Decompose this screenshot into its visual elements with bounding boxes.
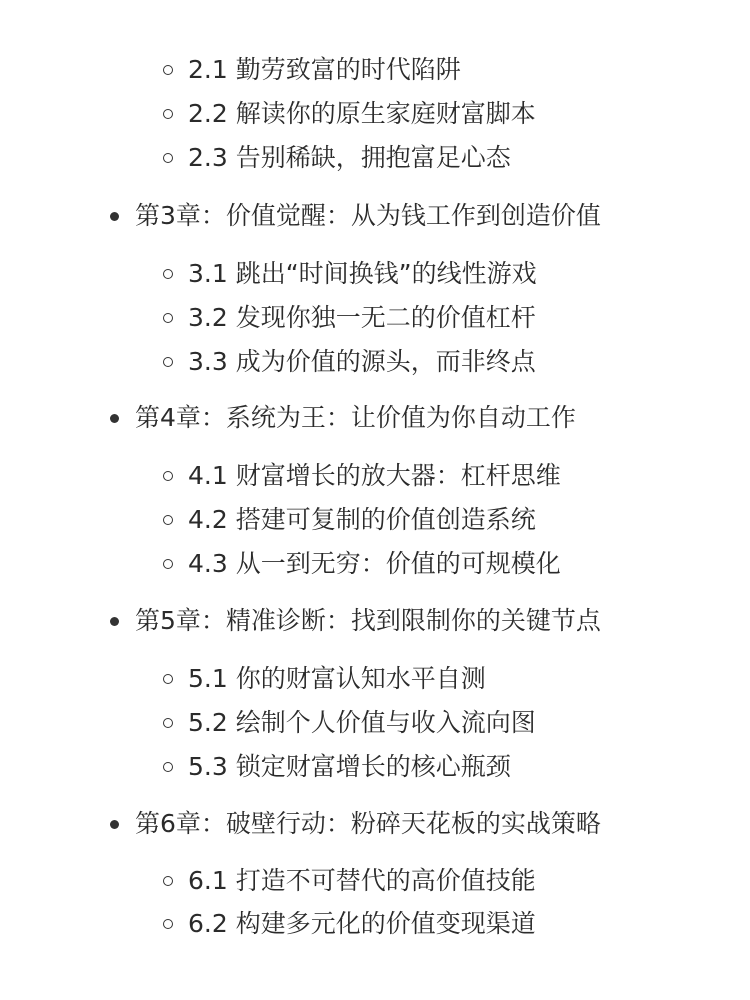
- toc-section-text: 3.1 跳出“时间换钱”的线性游戏: [188, 259, 537, 288]
- toc-section-text: 4.1 财富增长的放大器：杠杆思维: [188, 461, 561, 490]
- toc-chapter-item: [135, 196, 601, 236]
- hollow-circle-bullet-icon: [163, 559, 173, 569]
- hollow-circle-bullet-icon: [163, 65, 173, 75]
- hollow-circle-bullet-icon: [163, 762, 173, 772]
- filled-dot-bullet-icon: [110, 820, 119, 829]
- filled-dot-bullet-icon: [110, 414, 119, 423]
- toc-section-item: [188, 703, 536, 743]
- toc-section-text: 5.2 绘制个人价值与收入流向图: [188, 708, 536, 737]
- toc-chapter-item: [135, 398, 576, 438]
- toc-section-text: 2.3 告别稀缺，拥抱富足心态: [188, 143, 511, 172]
- toc-section-item: [188, 861, 536, 901]
- hollow-circle-bullet-icon: [163, 109, 173, 119]
- toc-section-text: 6.2 构建多元化的价值变现渠道: [188, 909, 536, 938]
- toc-section-text: 2.1 勤劳致富的时代陷阱: [188, 55, 461, 84]
- toc-section-text: 5.1 你的财富认知水平自测: [188, 664, 486, 693]
- hollow-circle-bullet-icon: [163, 876, 173, 886]
- toc-section-item: [188, 456, 561, 496]
- hollow-circle-bullet-icon: [163, 313, 173, 323]
- filled-dot-bullet-icon: [110, 617, 119, 626]
- toc-section-text: 6.1 打造不可替代的高价值技能: [188, 866, 536, 895]
- toc-section-text: 2.2 解读你的原生家庭财富脚本: [188, 99, 536, 128]
- hollow-circle-bullet-icon: [163, 515, 173, 525]
- hollow-circle-bullet-icon: [163, 919, 173, 929]
- toc-section-text: 3.2 发现你独一无二的价值杠杆: [188, 303, 536, 332]
- hollow-circle-bullet-icon: [163, 153, 173, 163]
- hollow-circle-bullet-icon: [163, 357, 173, 367]
- toc-section-item: [188, 254, 537, 294]
- hollow-circle-bullet-icon: [163, 471, 173, 481]
- toc-chapter-text: 第3章：价值觉醒：从为钱工作到创造价值: [135, 201, 601, 230]
- toc-chapter-text: 第6章：破壁行动：粉碎天花板的实战策略: [135, 809, 601, 838]
- toc-section-item: [188, 342, 536, 382]
- filled-dot-bullet-icon: [110, 212, 119, 221]
- toc-section-item: [188, 904, 536, 944]
- hollow-circle-bullet-icon: [163, 718, 173, 728]
- toc-chapter-text: 第4章：系统为王：让价值为你自动工作: [135, 403, 576, 432]
- toc-section-item: [188, 544, 561, 584]
- hollow-circle-bullet-icon: [163, 674, 173, 684]
- toc-chapter-item: [135, 804, 601, 844]
- toc-section-text: 4.3 从一到无穷：价值的可规模化: [188, 549, 561, 578]
- toc-section-item: [188, 298, 536, 338]
- toc-chapter-text: 第5章：精准诊断：找到限制你的关键节点: [135, 606, 601, 635]
- toc-section-item: [188, 94, 536, 134]
- toc-section-item: [188, 50, 461, 90]
- toc-section-text: 4.2 搭建可复制的价值创造系统: [188, 505, 536, 534]
- toc-section-item: [188, 138, 511, 178]
- toc-section-text: 3.3 成为价值的源头，而非终点: [188, 347, 536, 376]
- toc-section-text: 5.3 锁定财富增长的核心瓶颈: [188, 752, 511, 781]
- toc-section-item: [188, 747, 511, 787]
- hollow-circle-bullet-icon: [163, 269, 173, 279]
- toc-section-item: [188, 659, 486, 699]
- toc-section-item: [188, 500, 536, 540]
- toc-chapter-item: [135, 601, 601, 641]
